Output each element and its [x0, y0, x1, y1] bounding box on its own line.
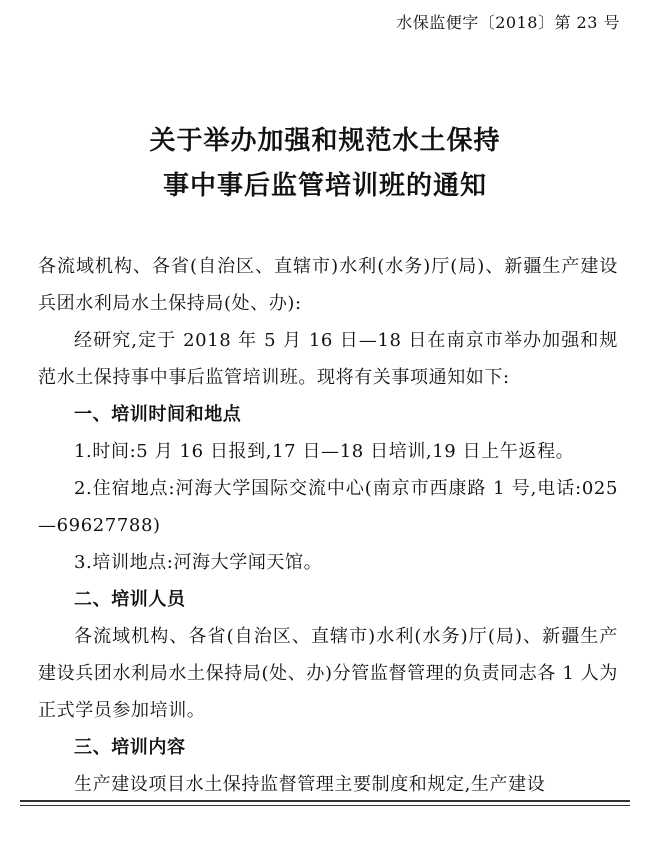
document-title-line-1: 关于举办加强和规范水土保持 [149, 126, 501, 156]
footer-rule-thick [20, 800, 630, 802]
salutation: 各流域机构、各省(自治区、直辖市)水利(水务)厅(局)、新疆生产建设兵团水利局水土保持局(处、办): [38, 256, 618, 314]
section-heading-1: 一、培训时间和地点 [74, 404, 242, 425]
document-number: 水保监便字〔2018〕第 23 号 [396, 13, 620, 32]
venue-item: 3.培训地点:河海大学闻天馆。 [74, 552, 323, 573]
accommodation-item: 2.住宿地点:河海大学国际交流中心(南京市西康路 1 号,电话:025—69627788) [38, 478, 618, 536]
document-title-line-2: 事中事后监管培训班的通知 [162, 171, 487, 201]
intro-paragraph: 经研究,定于 2018 年 5 月 16 日—18 日在南京市举办加强和规范水土保持事中事后监管培训班。现将有关事项通知如下: [38, 330, 618, 388]
content-paragraph: 生产建设项目水土保持监督管理主要制度和规定,生产建设 [74, 774, 546, 795]
document-body [38, 248, 618, 803]
schedule-item: 1.时间:5 月 16 日报到,17 日—18 日培训,19 日上午返程。 [74, 441, 575, 462]
section-heading-2: 二、培训人员 [74, 589, 186, 610]
section-heading-3: 三、培训内容 [74, 737, 186, 758]
footer-rule-thin [20, 805, 630, 806]
participants-paragraph: 各流域机构、各省(自治区、直辖市)水利(水务)厅(局)、新疆生产建设兵团水利局水土保持局(处、办)分管监督管理的负责同志各 1 人为正式学员参加培训。 [38, 626, 618, 721]
